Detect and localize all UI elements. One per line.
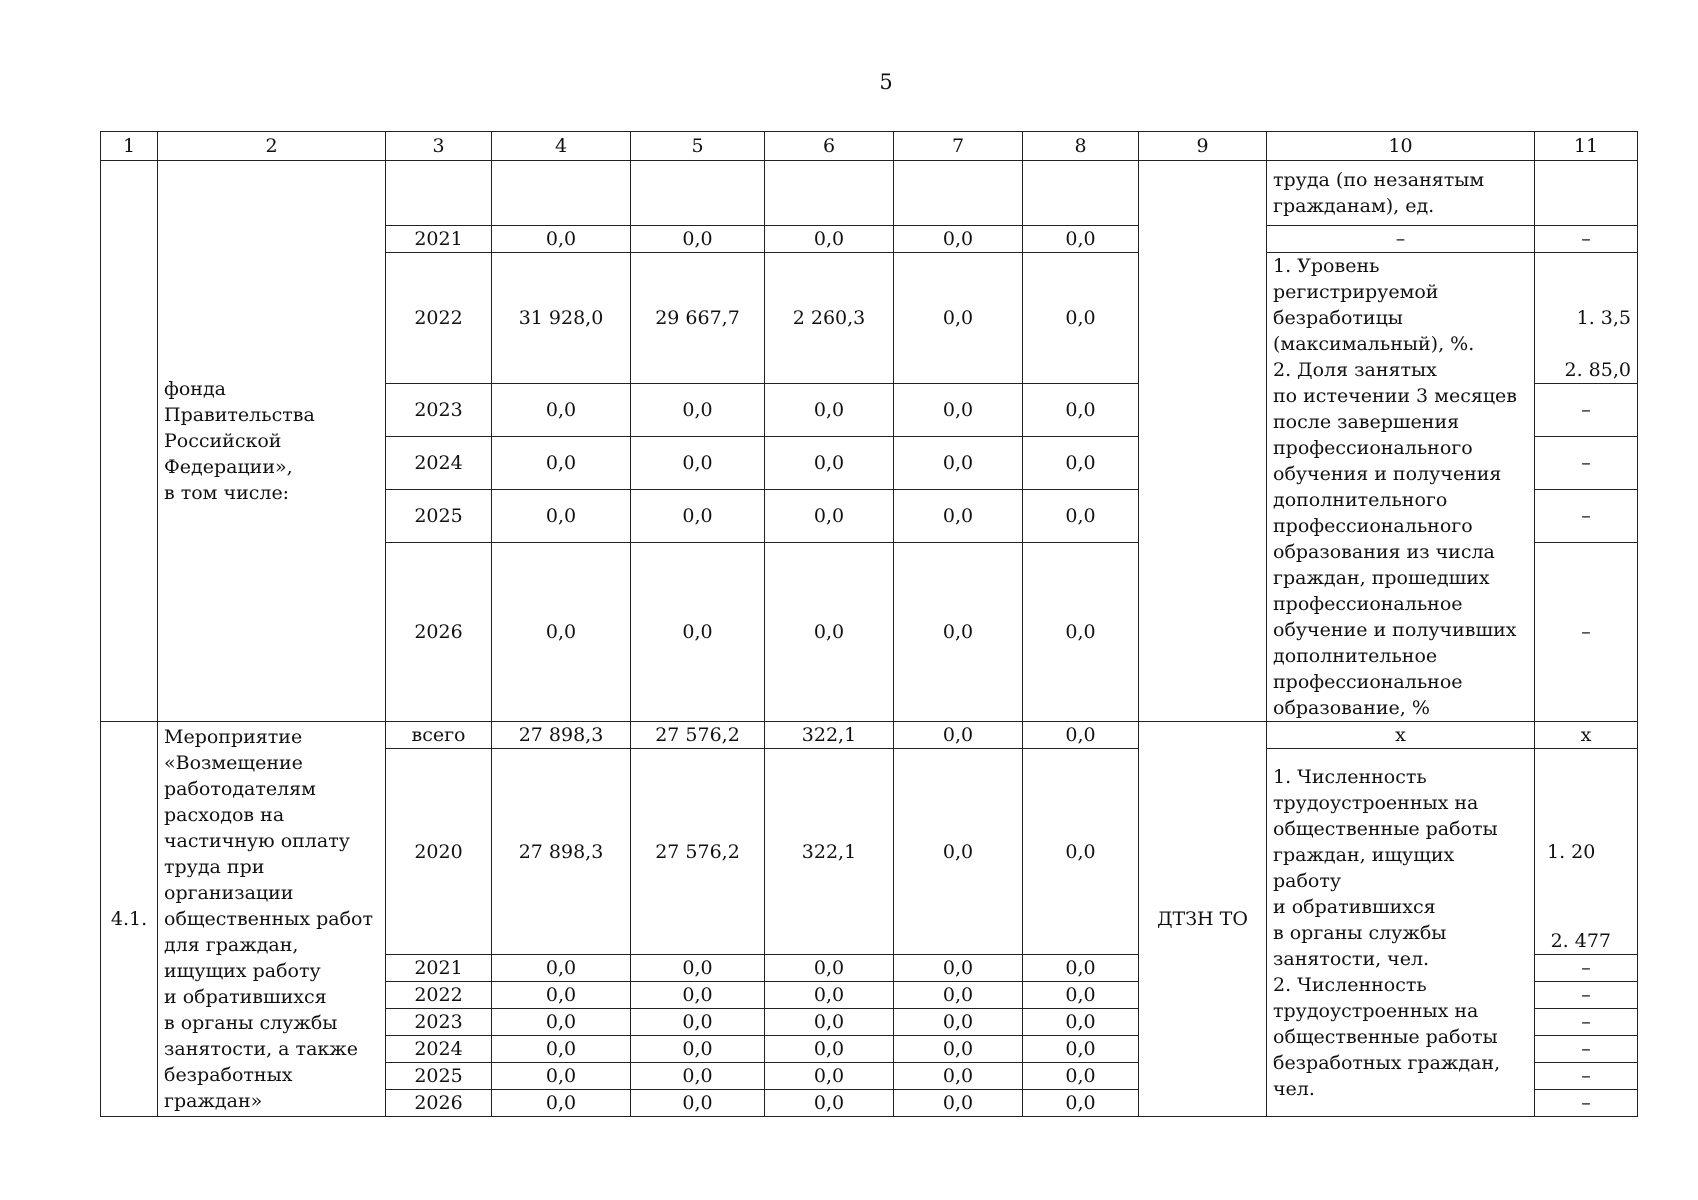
value-cell: 27 576,2 (631, 749, 765, 955)
executor-cell (1139, 161, 1267, 722)
value-cell: 0,0 (894, 1090, 1023, 1117)
indicator-line: в органы службы (1273, 921, 1447, 944)
value-cell: 0,0 (492, 436, 631, 489)
value-cell: 0,0 (492, 543, 631, 722)
year-cell: всего (386, 722, 492, 749)
col-header-3: 3 (386, 132, 492, 161)
name-line: Федерации», (164, 456, 293, 478)
name-line: ищущих работу (164, 960, 321, 982)
indicator-line: занятости, чел. (1273, 947, 1430, 970)
indicator-line: общественные работы (1273, 1025, 1498, 1048)
name-line: для граждан, (164, 934, 299, 956)
name-line: и обратившихся (164, 986, 327, 1008)
value-cell: 0,0 (894, 436, 1023, 489)
target-cell: – (1535, 490, 1638, 543)
indicator-line: безработных граждан, чел. (1273, 1051, 1501, 1100)
value-cell: 0,0 (492, 490, 631, 543)
indicator-line: граждан, ищущих работу (1273, 843, 1455, 892)
value-cell: 0,0 (1023, 543, 1139, 722)
year-cell: 2025 (386, 490, 492, 543)
value-cell: 27 898,3 (492, 722, 631, 749)
value-cell: 0,0 (894, 722, 1023, 749)
indicator-line: образования из числа (1273, 541, 1495, 563)
year-cell: 2026 (386, 1090, 492, 1117)
indicators-list (1267, 253, 1535, 722)
value-cell: 0,0 (1023, 1036, 1139, 1063)
value-cell: 0,0 (1023, 749, 1139, 955)
col-header-4: 4 (492, 132, 631, 161)
year-cell: 2020 (386, 749, 492, 955)
value-cell: 0,0 (765, 1063, 894, 1090)
value-cell: 27 898,3 (492, 749, 631, 955)
target-cell: – (1535, 543, 1638, 722)
target-cell: – (1535, 1063, 1638, 1090)
row-number-cell (101, 161, 158, 722)
value-cell: 0,0 (765, 1036, 894, 1063)
value-cell: 0,0 (894, 226, 1023, 253)
name-line: расходов на (164, 804, 285, 826)
col-header-5: 5 (631, 132, 765, 161)
target-cell: – (1535, 1036, 1638, 1063)
program-table (100, 131, 1638, 1117)
value-cell: 2 260,3 (765, 253, 894, 384)
name-line: частичную оплату (164, 830, 350, 852)
indicator-line: трудоустроенных на (1273, 999, 1479, 1022)
value-cell: 0,0 (492, 226, 631, 253)
year-cell: 2024 (386, 436, 492, 489)
value-cell: 0,0 (631, 384, 765, 436)
target-value: 1. 20 (1547, 840, 1596, 863)
value-cell (765, 161, 894, 226)
name-line: общественных работ (164, 908, 373, 930)
value-cell: 0,0 (631, 543, 765, 722)
year-cell: 2022 (386, 253, 492, 384)
col-header-1: 1 (101, 132, 158, 161)
value-cell: 0,0 (492, 1036, 631, 1063)
indicator-line: и обратившихся (1273, 895, 1436, 918)
target-cell: – (1535, 1009, 1638, 1036)
year-cell (386, 161, 492, 226)
value-cell: 0,0 (1023, 1090, 1139, 1117)
indicator-line: безработицы (1273, 307, 1403, 329)
value-cell: 29 667,7 (631, 253, 765, 384)
value-cell: 0,0 (631, 490, 765, 543)
value-cell: 0,0 (631, 1009, 765, 1036)
value-cell: 0,0 (765, 490, 894, 543)
value-cell: 0,0 (1023, 253, 1139, 384)
name-line: Российской (164, 430, 282, 452)
col-header-7: 7 (894, 132, 1023, 161)
value-cell: 0,0 (492, 982, 631, 1009)
table-row (101, 161, 1638, 226)
name-line: в том числе: (164, 482, 290, 504)
value-cell (1023, 161, 1139, 226)
value-cell: 0,0 (894, 543, 1023, 722)
year-cell: 2022 (386, 982, 492, 1009)
value-cell: 0,0 (1023, 1063, 1139, 1090)
value-cell: 0,0 (1023, 384, 1139, 436)
value-cell: 0,0 (631, 1090, 765, 1117)
value-cell: 0,0 (765, 543, 894, 722)
target-cell (1535, 253, 1638, 384)
value-cell: 0,0 (894, 384, 1023, 436)
target-cell (1535, 161, 1638, 226)
indicator-line: обучение и получивших (1273, 619, 1517, 641)
indicator-line: 1. Численность (1273, 765, 1427, 788)
value-cell: 0,0 (631, 955, 765, 982)
indicator-line: профессиональное (1273, 593, 1463, 615)
indicator-line: труда (по незанятым (1273, 169, 1485, 191)
indicator-line: трудоустроенных на (1273, 791, 1479, 814)
target-cell: – (1535, 982, 1638, 1009)
year-cell: 2021 (386, 955, 492, 982)
name-line: фонда Правительства (164, 378, 315, 426)
indicator-cell: – (1267, 226, 1535, 253)
value-cell: 0,0 (894, 1036, 1023, 1063)
value-cell: 0,0 (894, 490, 1023, 543)
target-cell: – (1535, 1090, 1638, 1117)
value-cell: 0,0 (1023, 982, 1139, 1009)
col-header-2: 2 (158, 132, 386, 161)
value-cell: 0,0 (765, 1090, 894, 1117)
indicator-line: 1. Уровень (1273, 255, 1380, 277)
value-cell: 0,0 (1023, 490, 1139, 543)
col-header-8: 8 (1023, 132, 1139, 161)
value-cell: 0,0 (492, 384, 631, 436)
value-cell: 0,0 (894, 749, 1023, 955)
indicator-line: образование, % (1273, 697, 1430, 719)
page-number: 5 (879, 70, 893, 94)
value-cell: 0,0 (894, 253, 1023, 384)
value-cell: 322,1 (765, 749, 894, 955)
value-cell: 0,0 (631, 982, 765, 1009)
year-cell: 2023 (386, 384, 492, 436)
target-value: 2. 477 (1550, 930, 1611, 952)
indicator-line: 2. Доля занятых (1273, 359, 1437, 381)
name-line: работодателям (164, 778, 316, 800)
value-cell: 0,0 (1023, 722, 1139, 749)
indicators-list (1267, 749, 1535, 1117)
indicator-line: по истечении 3 месяцев (1273, 385, 1517, 407)
value-cell: 0,0 (631, 1036, 765, 1063)
value-cell: 0,0 (492, 1063, 631, 1090)
value-cell: 0,0 (894, 982, 1023, 1009)
name-line: занятости, а также (164, 1038, 358, 1060)
target-cell: – (1535, 384, 1638, 436)
indicator-line: гражданам), ед. (1273, 195, 1435, 217)
value-cell: 322,1 (765, 722, 894, 749)
value-cell (631, 161, 765, 226)
target-cell: – (1535, 436, 1638, 489)
indicator-line: профессиональное (1273, 671, 1463, 693)
value-cell: 0,0 (1023, 1009, 1139, 1036)
indicator-line: (максимальный), %. (1273, 333, 1475, 355)
value-cell: 0,0 (894, 1009, 1023, 1036)
value-cell: 27 576,2 (631, 722, 765, 749)
col-header-11: 11 (1535, 132, 1638, 161)
value-cell: 0,0 (765, 436, 894, 489)
target-value: 1. 3,5 (1576, 307, 1631, 330)
year-cell: 2024 (386, 1036, 492, 1063)
value-cell: 0,0 (765, 1009, 894, 1036)
year-cell: 2025 (386, 1063, 492, 1090)
value-cell: 0,0 (765, 384, 894, 436)
value-cell: 0,0 (894, 955, 1023, 982)
value-cell: 0,0 (1023, 955, 1139, 982)
name-line: труда при (164, 856, 265, 878)
col-header-6: 6 (765, 132, 894, 161)
col-header-10: 10 (1267, 132, 1535, 161)
col-header-9: 9 (1139, 132, 1267, 161)
value-cell: 0,0 (1023, 226, 1139, 253)
header-row (101, 132, 1638, 161)
executor-cell: ДТЗН ТО (1139, 722, 1267, 1117)
indicator-line: обучения и получения (1273, 463, 1502, 485)
year-cell: 2026 (386, 543, 492, 722)
year-cell: 2023 (386, 1009, 492, 1036)
indicator-line: дополнительного (1273, 489, 1448, 511)
name-line: Мероприятие (164, 726, 303, 748)
name-line: безработных граждан» (164, 1064, 293, 1112)
value-cell: 0,0 (631, 1063, 765, 1090)
table-row (101, 722, 1638, 749)
value-cell: 0,0 (1023, 436, 1139, 489)
year-cell: 2021 (386, 226, 492, 253)
indicator-line: дополнительное (1273, 645, 1438, 667)
value-cell (894, 161, 1023, 226)
indicator-line: профессионального (1273, 515, 1473, 537)
value-cell: 0,0 (631, 436, 765, 489)
target-cell: х (1535, 722, 1638, 749)
target-cell (1535, 749, 1638, 955)
value-cell: 0,0 (492, 1009, 631, 1036)
indicator-line: граждан, прошедших (1273, 567, 1490, 589)
value-cell: 0,0 (765, 982, 894, 1009)
indicator-cell: х (1267, 722, 1535, 749)
value-cell (492, 161, 631, 226)
activity-name (158, 722, 386, 1117)
indicator-line: после завершения (1273, 411, 1460, 433)
value-cell: 0,0 (765, 226, 894, 253)
name-line: «Возмещение (164, 752, 303, 774)
target-cell: – (1535, 955, 1638, 982)
value-cell: 0,0 (894, 1063, 1023, 1090)
value-cell: 0,0 (492, 1090, 631, 1117)
indicator-line: профессионального (1273, 437, 1473, 459)
target-value: 2. 85,0 (1564, 359, 1631, 382)
indicator-cell (1267, 161, 1535, 226)
indicator-line: 2. Численность (1273, 973, 1427, 996)
value-cell: 0,0 (631, 226, 765, 253)
activity-name (158, 161, 386, 722)
value-cell: 0,0 (765, 955, 894, 982)
indicator-line: регистрируемой (1273, 281, 1439, 303)
value-cell: 0,0 (492, 955, 631, 982)
row-number: 4.1. (101, 722, 158, 1117)
value-cell: 31 928,0 (492, 253, 631, 384)
name-line: в органы службы (164, 1012, 338, 1034)
target-cell: – (1535, 226, 1638, 253)
name-line: организации (164, 882, 294, 904)
indicator-line: общественные работы (1273, 817, 1498, 840)
